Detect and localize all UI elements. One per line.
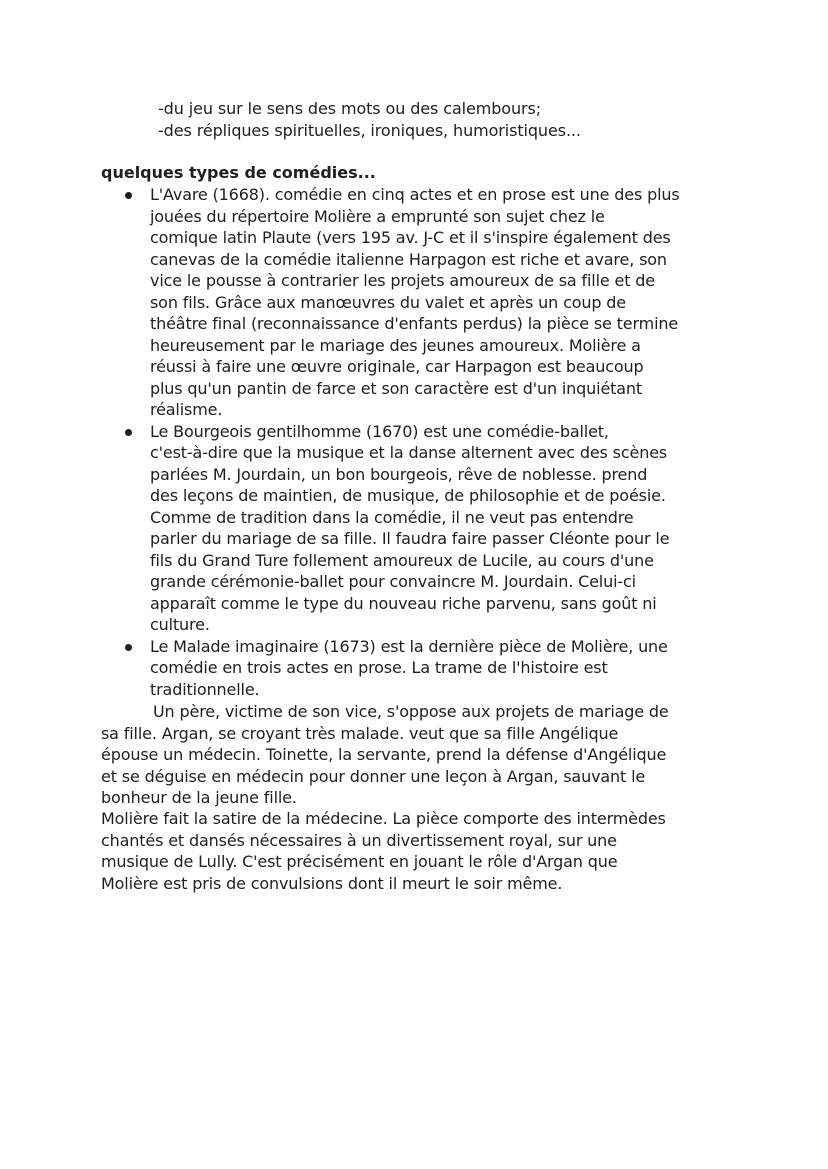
text-line: Comme de tradition dans la comédie, il ne veut pas entendre: [150, 507, 634, 527]
text-line: comédie en trois actes en prose. La trame de l'histoire est: [150, 658, 608, 677]
text-line: réussi à faire une œuvre originale, car Harpagon est beaucoup: [150, 357, 644, 376]
text-line: bonheur de la jeune fille.: [101, 788, 297, 807]
text-line: théâtre final (reconnaissance d'enfants perdus) la pièce se termine: [150, 314, 679, 333]
bullet-item-malade: [0, 636, 724, 701]
text-line: Un père, victime de son vice, s'oppose aux projets de mariage de: [153, 702, 669, 721]
intro-line: -des répliques spirituelles, ironiques, humoristiques...: [158, 120, 581, 140]
text-line: apparaît comme le type du nouveau riche parvenu, sans goût ni: [150, 593, 657, 613]
text-line: Le Bourgeois gentilhomme (1670) est une comédie-ballet,: [150, 421, 609, 441]
text-line: réalisme.: [150, 400, 223, 419]
text-line: musique de Lully. C'est précisément en jouant le rôle d'Argan que: [101, 852, 618, 871]
bullet-dot-icon: [125, 192, 132, 199]
text-line: Molière est pris de convulsions dont il meurt le soir même.: [101, 873, 563, 893]
text-line: chantés et dansés nécessaires à un divertissement royal, sur une: [101, 830, 617, 850]
text-line: traditionnelle.: [150, 679, 260, 699]
text-line: grande cérémonie-ballet pour convaincre M. Jourdain. Celui-ci: [150, 572, 636, 591]
text-line: parlées M. Jourdain, un bon bourgeois, rêve de noblesse. prend: [150, 464, 648, 484]
text-line: son fils. Grâce aux manœuvres du valet et après un coup de: [150, 292, 626, 312]
text-line: L'Avare (1668). comédie en cinq actes et en prose est une des plus: [150, 185, 680, 204]
text-line: heureusement par le mariage des jeunes amoureux. Molière a: [150, 335, 641, 355]
section-heading: quelques types de comédies...: [101, 163, 376, 182]
text-line: Molière fait la satire de la médecine. La pièce comporte des intermèdes: [101, 809, 666, 828]
paragraph-malade-plot: [101, 701, 781, 809]
text-line: c'est-à-dire que la musique et la danse alternent avec des scènes: [150, 443, 668, 462]
paragraph-satire: [101, 808, 781, 894]
text-line: et se déguise en médecin pour donner une leçon à Argan, sauvant le: [101, 766, 646, 786]
text-line: fils du Grand Ture follement amoureux de Lucile, au cours d'une: [150, 550, 654, 570]
text-line: jouées du répertoire Molière a emprunté son sujet chez le: [150, 206, 605, 226]
text-line: comique latin Plaute (vers 195 av. J-C et il s'inspire également des: [150, 228, 671, 247]
text-line: épouse un médecin. Toinette, la servante, prend la défense d'Angélique: [101, 745, 667, 764]
comedy-bullet-list: [0, 184, 828, 700]
text-line: Le Malade imaginaire (1673) est la dernière pièce de Molière, une: [150, 636, 668, 656]
text-line: plus qu'un pantin de farce et son caractère est d'un inquiétant: [150, 378, 643, 398]
intro-list: [158, 98, 778, 141]
text-line: vice le pousse à contrarier les projets amoureux de sa fille et de: [150, 271, 655, 290]
bullet-item-avare: [0, 184, 724, 421]
bullet-item-bourgeois: [0, 421, 724, 636]
text-line: culture.: [150, 615, 210, 634]
text-line: canevas de la comédie italienne Harpagon est riche et avare, son: [150, 249, 667, 269]
text-line: sa fille. Argan, se croyant très malade. veut que sa fille Angélique: [101, 723, 619, 743]
bullet-dot-icon: [125, 429, 132, 436]
text-line: des leçons de maintien, de musique, de philosophie et de poésie.: [150, 486, 666, 505]
intro-line: -du jeu sur le sens des mots ou des calembours;: [158, 99, 542, 118]
bullet-dot-icon: [125, 644, 132, 651]
text-line: parler du mariage de sa fille. Il faudra faire passer Cléonte pour le: [150, 529, 670, 548]
